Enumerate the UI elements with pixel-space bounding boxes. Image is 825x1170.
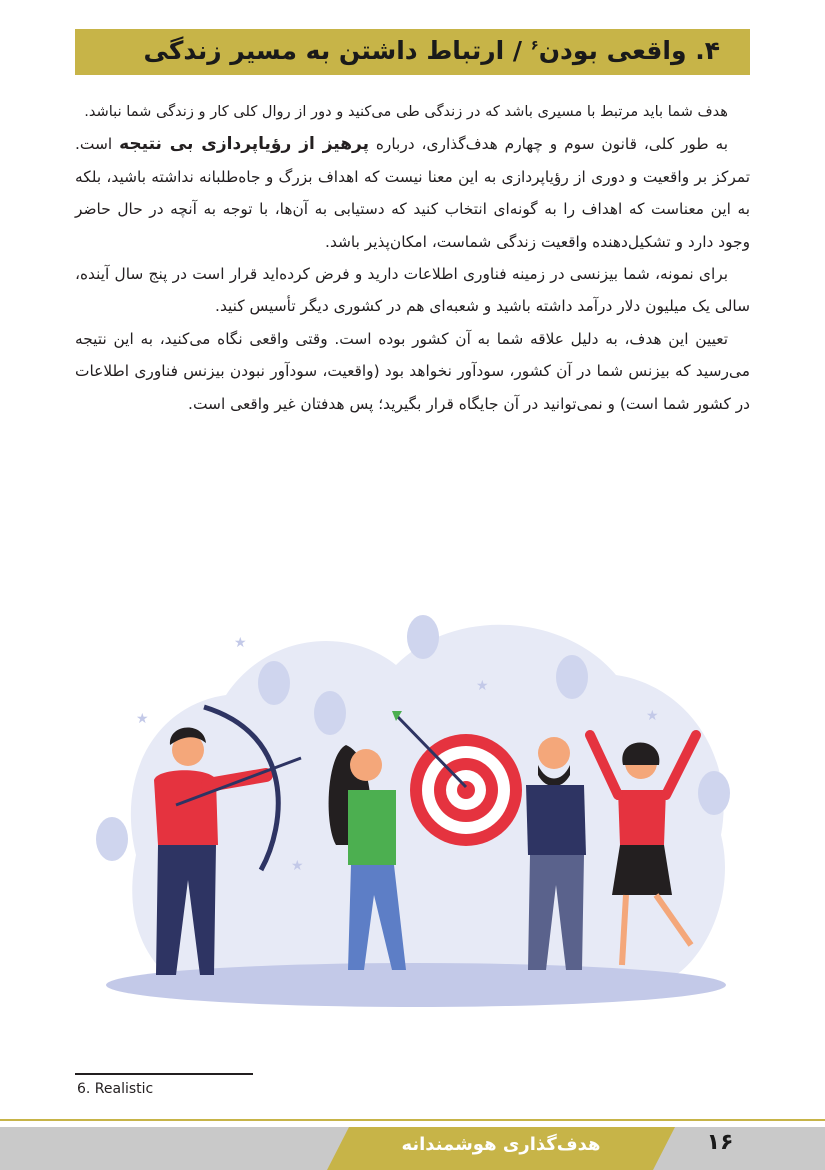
svg-text:★: ★ xyxy=(136,711,149,727)
paragraph-2: به طور کلی، قانون سوم و چهارم هدف‌گذاری، درباره پرهیز از رؤیاپردازی بی نتیجه است. تمرکز بر واقعیت و دوری از رؤیاپردازی به این معنا نیست که اهداف بزرگ و جاه‌طلبانه نداشته باشید، بلکه به این معناست که اهداف را به گونه‌ای انتخاب کنید که دستیابی به آن‌ها، با توجه به آنچه در حال حاضر وجود دارد و تشکیل‌دهنده واقعیت زندگی شماست، امکان‌پذیر باشد. xyxy=(75,134,750,251)
svg-text:★: ★ xyxy=(476,678,489,694)
paragraph-4: تعیین این هدف، به دلیل علاقه شما به آن کشور بوده است. وقتی واقعی نگاه می‌کنید، به این نتیجه می‌رسید که بیزنس شما در آن کشور، سودآور نخواهد بود (واقعیت، سودآور نبودن بیزنس فناوری اطلاعات در کشور شما است) و نمی‌توانید در آن جایگاه قرار بگیرید؛ پس هدفتان غیر واقعی است. xyxy=(75,329,750,413)
ground-shadow xyxy=(106,963,726,1007)
paragraph-1: هدف شما باید مرتبط با مسیری باشد که در زندگی طی می‌کنید و دور از روال کلی کار و زندگی شما نباشد. xyxy=(84,103,728,120)
footnote-ref: ۶ xyxy=(530,38,539,54)
body-text xyxy=(75,96,750,420)
section-title: ۴. واقعی بودن$^۶$ / ارتباط داشتن به مسیر زندگی xyxy=(143,36,720,65)
section-header xyxy=(75,29,750,75)
svg-text:★: ★ xyxy=(646,708,659,724)
svg-text:★: ★ xyxy=(234,635,247,651)
paragraph-3: برای نمونه، شما بیزنسی در زمینه فناوری اطلاعات دارید و فرض کرده‌اید قرار است در پنج سال آینده، سالی یک میلیون دلار درآمد داشته باشید و شعبه‌ای هم در کشوری دیگر تأسیس کنید. xyxy=(75,265,750,316)
svg-text:★: ★ xyxy=(291,858,304,874)
page-number: ۱۶ xyxy=(706,1130,734,1155)
footnote-divider xyxy=(75,1073,253,1075)
footer-book-title: هدف‌گذاری هوشمندانه xyxy=(401,1134,601,1155)
bold-phrase: پرهیز از رؤیاپردازی بی نتیجه xyxy=(119,134,369,155)
footer-divider xyxy=(0,1119,825,1121)
footnote: 6. Realistic xyxy=(77,1081,154,1097)
goal-illustration xyxy=(96,595,736,1020)
